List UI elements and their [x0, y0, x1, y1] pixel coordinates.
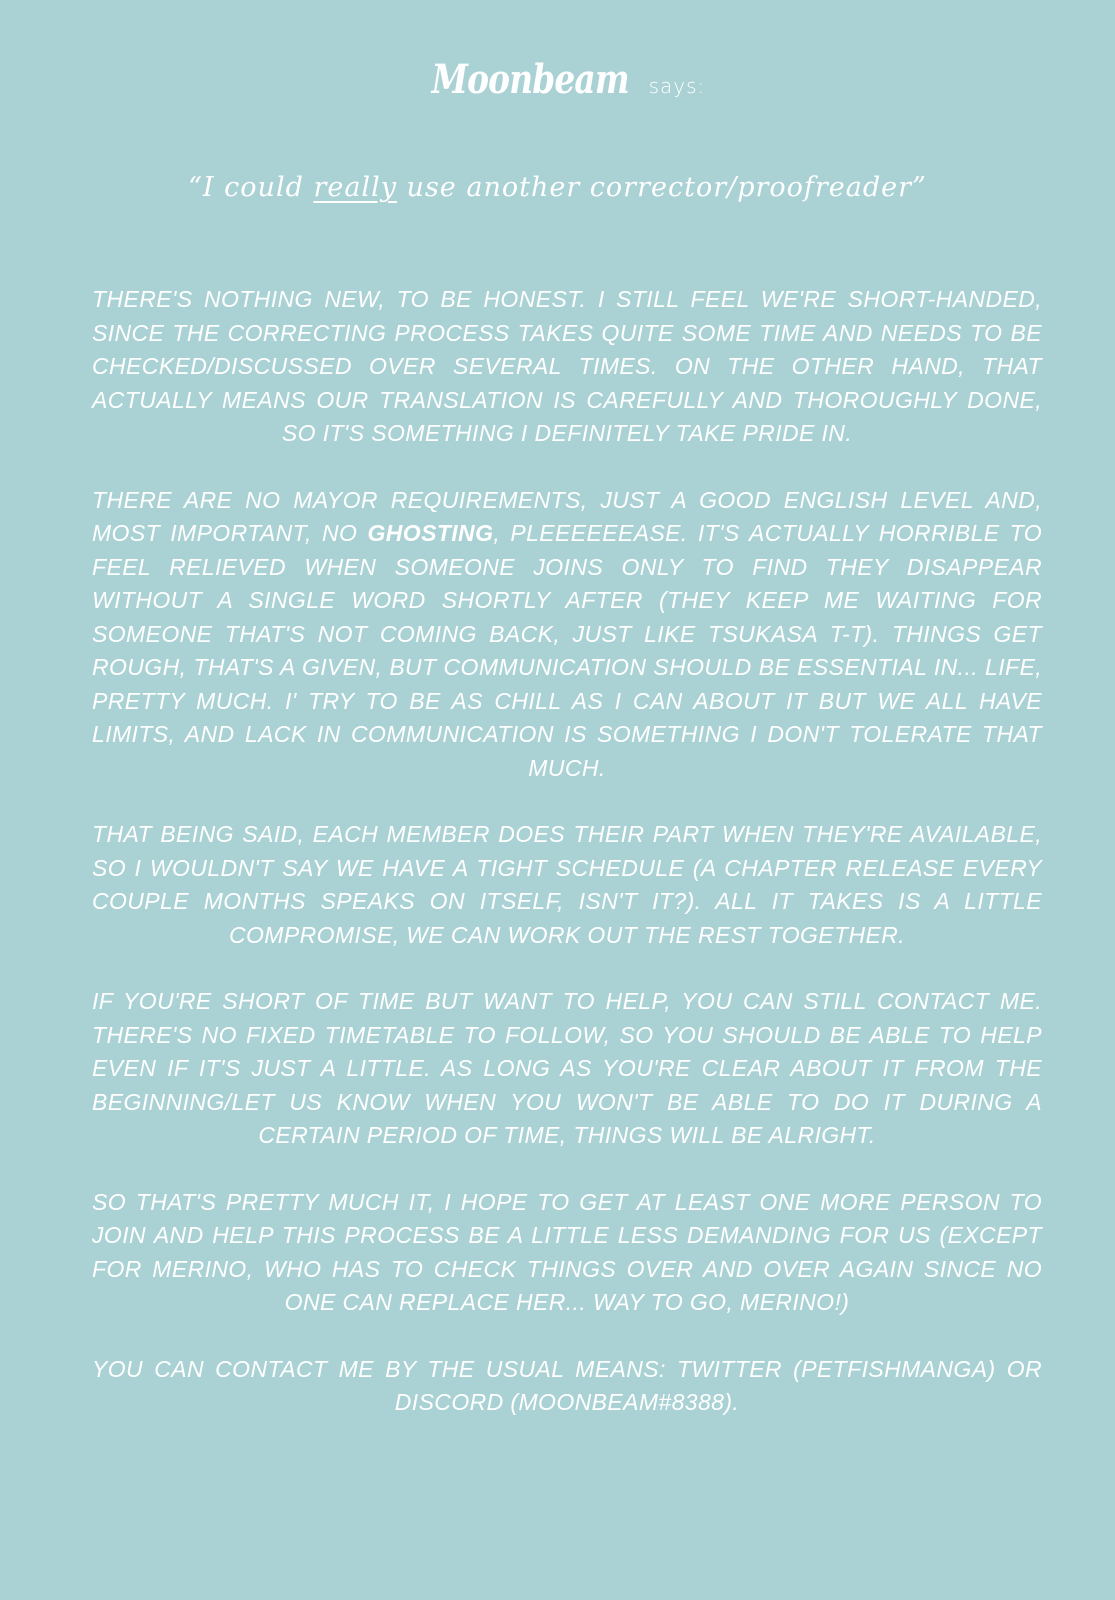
author-name: Moonbeam: [431, 56, 629, 103]
says-label: says:: [648, 74, 706, 98]
paragraph-6: YOU CAN CONTACT ME BY THE USUAL MEANS: TWITTER (PETFISHMANGA) OR DISCORD (MOONBEAM#8388).: [92, 1355, 1042, 1415]
quote-after: use another corrector/proofreader”: [396, 172, 927, 203]
quote-emphasis: really: [313, 172, 397, 203]
paragraph-1: THERE'S NOTHING NEW, TO BE HONEST. I STILL FEEL WE'RE SHORT-HANDED, SINCE THE CORRECTING PROCESS TAKES QUITE SOME TIME AND NEEDS TO BE CHECKED/DISCUSSED OVER SEVERAL TIMES. ON THE OTHER HAND, THAT ACTUALLY MEANS OUR TRANSLATION IS CAREFULLY AND THOROUGHLY DONE, SO IT'S SOMETHING I DEFINITELY TAKE PRIDE IN.: [92, 286, 1042, 446]
paragraph-5: SO THAT'S PRETTY MUCH IT, I HOPE TO GET AT LEAST ONE MORE PERSON TO JOIN AND HELP THIS PROCESS BE A LITTLE LESS DEMANDING FOR US (EXCEPT FOR MERINO, WHO HAS TO CHECK THINGS OVER AND OVER AGAIN SINCE NO ONE CAN REPLACE HER... WAY TO GO, MERINO!): [92, 1188, 1042, 1315]
header: [0, 56, 1115, 103]
paragraph-2: [92, 484, 1042, 786]
body-text: [92, 283, 1042, 1453]
quote: [0, 172, 1115, 203]
quote-before: “I could: [188, 172, 314, 203]
paragraph-2-after: , PLEEEEEEASE. IT'S ACTUALLY HORRIBLE TO FEEL RELIEVED WHEN SOMEONE JOINS ONLY TO FIND THEY DISAPPEAR WITHOUT A SINGLE WORD SHORTLY AFTER (THEY KEEP ME WAITING FOR SOMEONE THAT'S NOT COMING BACK, JUST LIKE TSUKASA T-T). THINGS GET ROUGH, THAT'S A GIVEN, BUT COMMUNICATION SHOULD BE ESSENTIAL IN... LIFE, PRETTY MUCH. I' TRY TO BE AS CHILL AS I CAN ABOUT IT BUT WE ALL HAVE LIMITS, AND LACK IN COMMUNICATION IS SOMETHING I DON'T TOLERATE THAT MUCH.: [92, 520, 1043, 781]
paragraph-3: THAT BEING SAID, EACH MEMBER DOES THEIR PART WHEN THEY'RE AVAILABLE, SO I WOULDN'T SAY WE HAVE A TIGHT SCHEDULE (A CHAPTER RELEASE EVERY COUPLE MONTHS SPEAKS ON ITSELF, ISN'T IT?). ALL IT TAKES IS A LITTLE COMPROMISE, WE CAN WORK OUT THE REST TOGETHER.: [92, 821, 1042, 948]
paragraph-4: IF YOU'RE SHORT OF TIME BUT WANT TO HELP, YOU CAN STILL CONTACT ME. THERE'S NO FIXED TIMETABLE TO FOLLOW, SO YOU SHOULD BE ABLE TO HELP EVEN IF IT'S JUST A LITTLE. AS LONG AS YOU'RE CLEAR ABOUT IT FROM THE BEGINNING/LET US KNOW WHEN YOU WON'T BE ABLE TO DO IT DURING A CERTAIN PERIOD OF TIME, THINGS WILL BE ALRIGHT.: [92, 988, 1042, 1148]
paragraph-2-strong: GHOSTING: [367, 520, 494, 546]
paragraph-2-before: THERE ARE NO MAYOR REQUIREMENTS, JUST A GOOD ENGLISH LEVEL AND, MOST IMPORTANT, NO: [92, 486, 1042, 546]
